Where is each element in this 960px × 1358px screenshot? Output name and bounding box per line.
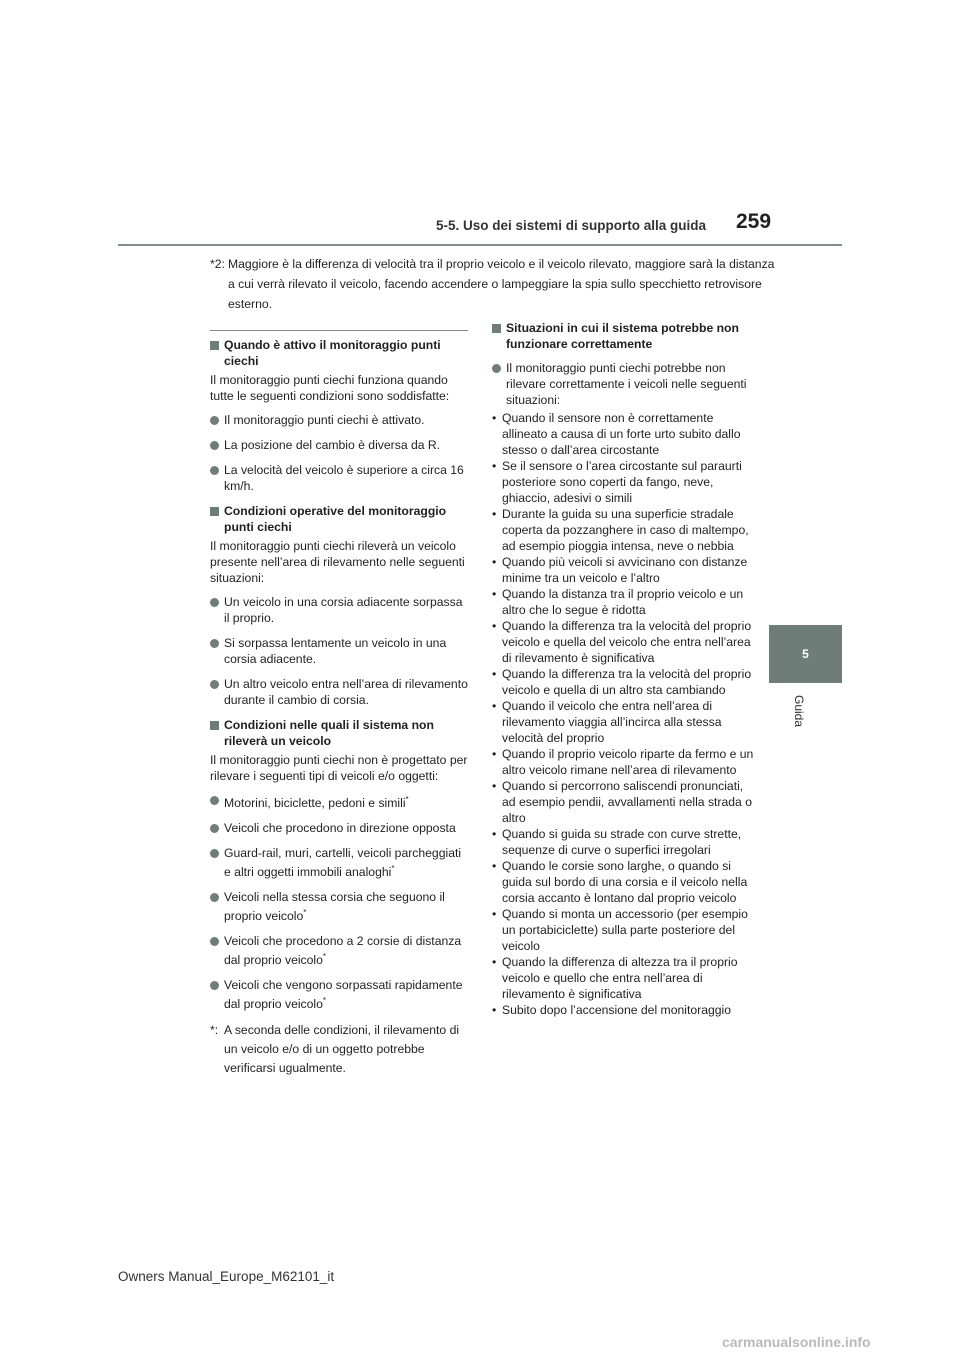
square-bullet-icon	[210, 507, 219, 516]
bullet-dot-icon: •	[492, 459, 497, 473]
list-item: Motorini, biciclette, pedoni e simili*	[210, 792, 468, 811]
square-bullet-icon	[210, 721, 219, 730]
bullet-dot-icon: •	[492, 587, 497, 601]
bullet-dot-icon: •	[492, 827, 497, 841]
sub-list-item: • Quando il veicolo che entra nell’area di rilevamento viaggia all’incirca alla stessa velocità del proprio	[492, 699, 722, 745]
bullet-dot-icon: •	[492, 1003, 497, 1017]
footnote-mark: *2:	[210, 257, 225, 271]
list-item: Guard-rail, muri, cartelli, veicoli parcheggiati e altri oggetti immobili analoghi*	[210, 845, 468, 880]
top-footnote	[210, 254, 776, 314]
sub-list-item: • Subito dopo l’accensione del monitoraggio	[492, 1003, 732, 1017]
list-item: Un altro veicolo entra nell’area di rilevamento durante il cambio di corsia.	[210, 676, 468, 708]
circle-bullet-icon	[210, 937, 219, 946]
document-id: Owners Manual_Europe_M62101_it	[118, 1269, 335, 1284]
header-divider	[118, 244, 842, 246]
left-column	[210, 330, 468, 1078]
bullet-dot-icon: •	[492, 411, 497, 425]
chapter-number: 5	[802, 647, 809, 661]
circle-bullet-icon	[210, 441, 219, 450]
list-item: Veicoli nella stessa corsia che seguono il proprio veicolo*	[210, 889, 468, 924]
bullet-dot-icon: •	[492, 907, 497, 921]
chapter-tab[interactable]	[769, 625, 842, 683]
section-heading: Quando è attivo il monitoraggio punti ciechi	[210, 337, 468, 369]
bullet-dot-icon: •	[492, 747, 497, 761]
sub-list-item: • Quando la differenza di altezza tra il proprio veicolo e quello che entra nell’area di rilevamento è significativa	[492, 955, 738, 1001]
bullet-dot-icon: •	[492, 619, 497, 633]
circle-bullet-icon	[210, 796, 219, 805]
list-item: Veicoli che procedono in direzione opposta	[210, 820, 468, 836]
square-bullet-icon	[210, 341, 219, 350]
sub-list	[492, 410, 754, 1018]
bullet-dot-icon: •	[492, 507, 497, 521]
circle-bullet-icon	[210, 598, 219, 607]
sub-list-item: • Quando le corsie sono larghe, o quando si guida sul bordo di una corsia e il veicolo nella corsia accanto è lontano dal proprio veicolo	[492, 859, 748, 905]
circle-bullet-icon	[210, 824, 219, 833]
sub-list-item: • Quando la distanza tra il proprio veicolo e un altro che lo segue è ridotta	[492, 587, 744, 617]
asterisk-footnote: *: A seconda delle condizioni, il rilevamento di un veicolo e/o di un oggetto potrebbe verificarsi ugualmente.	[210, 1023, 460, 1076]
sub-list-item: • Quando il sensore non è correttamente allineato a causa di un forte urto subito dallo stesso o dall’area circostante	[492, 411, 741, 457]
circle-bullet-icon	[210, 893, 219, 902]
sub-list-item: • Quando la differenza tra la velocità del proprio veicolo e quella del veicolo che entra nell’area di rilevamento è significativa	[492, 619, 752, 665]
list-item: La posizione del cambio è diversa da R.	[210, 437, 468, 453]
circle-bullet-icon	[210, 981, 219, 990]
sub-list-item: • Durante la guida su una superficie stradale coperta da pozzanghere in caso di maltempo, ad esempio pioggia intensa, neve o nebbia	[492, 507, 749, 553]
list-item: La velocità del veicolo è superiore a circa 16 km/h.	[210, 462, 468, 494]
sub-list-item: • Quando più veicoli si avvicinano con distanze minime tra un veicolo e l’altro	[492, 555, 748, 585]
section-intro: Il monitoraggio punti ciechi funziona quando tutte le seguenti condizioni sono soddisfatte:	[210, 373, 450, 403]
circle-bullet-icon	[210, 680, 219, 689]
page-number: 259	[736, 210, 772, 233]
bullet-dot-icon: •	[492, 667, 497, 681]
list-item: Un veicolo in una corsia adiacente sorpassa il proprio.	[210, 594, 468, 626]
chapter-label: Guida	[792, 695, 806, 728]
section-intro: Il monitoraggio punti ciechi non è progettato per rilevare i seguenti tipi di veicoli e/o oggetti:	[210, 753, 468, 783]
list-item: Si sorpassa lentamente un veicolo in una corsia adiacente.	[210, 635, 468, 667]
list-item: Veicoli che vengono sorpassati rapidamente dal proprio veicolo*	[210, 977, 468, 1012]
right-column	[492, 320, 754, 1018]
circle-bullet-icon	[492, 364, 501, 373]
section-heading: Situazioni in cui il sistema potrebbe non funzionare correttamente	[492, 320, 754, 352]
section-heading: Condizioni operative del monitoraggio punti ciechi	[210, 503, 468, 535]
list-item: Veicoli che procedono a 2 corsie di distanza dal proprio veicolo*	[210, 933, 468, 968]
section-intro: Il monitoraggio punti ciechi rileverà un veicolo presente nell’area di rilevamento nelle seguenti situazioni:	[210, 539, 465, 585]
sub-list-item: • Quando si percorrono saliscendi pronunciati, ad esempio pendii, avvallamenti nella strada o altro	[492, 779, 752, 825]
circle-bullet-icon	[210, 639, 219, 648]
sub-list-item: • Quando si guida su strade con curve strette, sequenze di curve o superfici irregolari	[492, 827, 742, 857]
sub-list-item: • Quando la differenza tra la velocità del proprio veicolo e quella di un altro sta cambiando	[492, 667, 752, 697]
bullet-dot-icon: •	[492, 779, 497, 793]
sub-list-item: • Se il sensore o l’area circostante sul paraurti posteriore sono coperti da fango, neve, ghiaccio, adesivi o simili	[492, 459, 742, 505]
bullet-dot-icon: •	[492, 859, 497, 873]
footnote-text: Maggiore è la differenza di velocità tra il proprio veicolo e il veicolo rilevato, maggiore sarà la distanza a cui verrà rilevato il veicolo, facendo accendere o lampeggiare la spia sullo specchietto retrovisore esterno.	[228, 257, 775, 311]
section-heading: Condizioni nelle quali il sistema non rileverà un veicolo	[210, 717, 468, 749]
circle-bullet-icon	[210, 466, 219, 475]
section-title: 5-5. Uso dei sistemi di supporto alla guida	[436, 218, 707, 233]
sub-list-item: • Quando il proprio veicolo riparte da fermo e un altro veicolo rimane nell’area di rilevamento	[492, 747, 754, 777]
watermark-logo: carmanualsonline.info	[722, 1334, 871, 1350]
bullet-dot-icon: •	[492, 555, 497, 569]
square-bullet-icon	[492, 324, 501, 333]
circle-bullet-icon	[210, 416, 219, 425]
list-item: Il monitoraggio punti ciechi è attivato.	[210, 412, 468, 428]
bullet-dot-icon: •	[492, 955, 497, 969]
sub-list-item: • Quando si monta un accessorio (per esempio un portabiciclette) sulla parte posteriore del veicolo	[492, 907, 748, 953]
list-item: Il monitoraggio punti ciechi potrebbe non rilevare correttamente i veicoli nelle seguenti situazioni:	[492, 360, 754, 408]
circle-bullet-icon	[210, 849, 219, 858]
bullet-dot-icon: •	[492, 699, 497, 713]
